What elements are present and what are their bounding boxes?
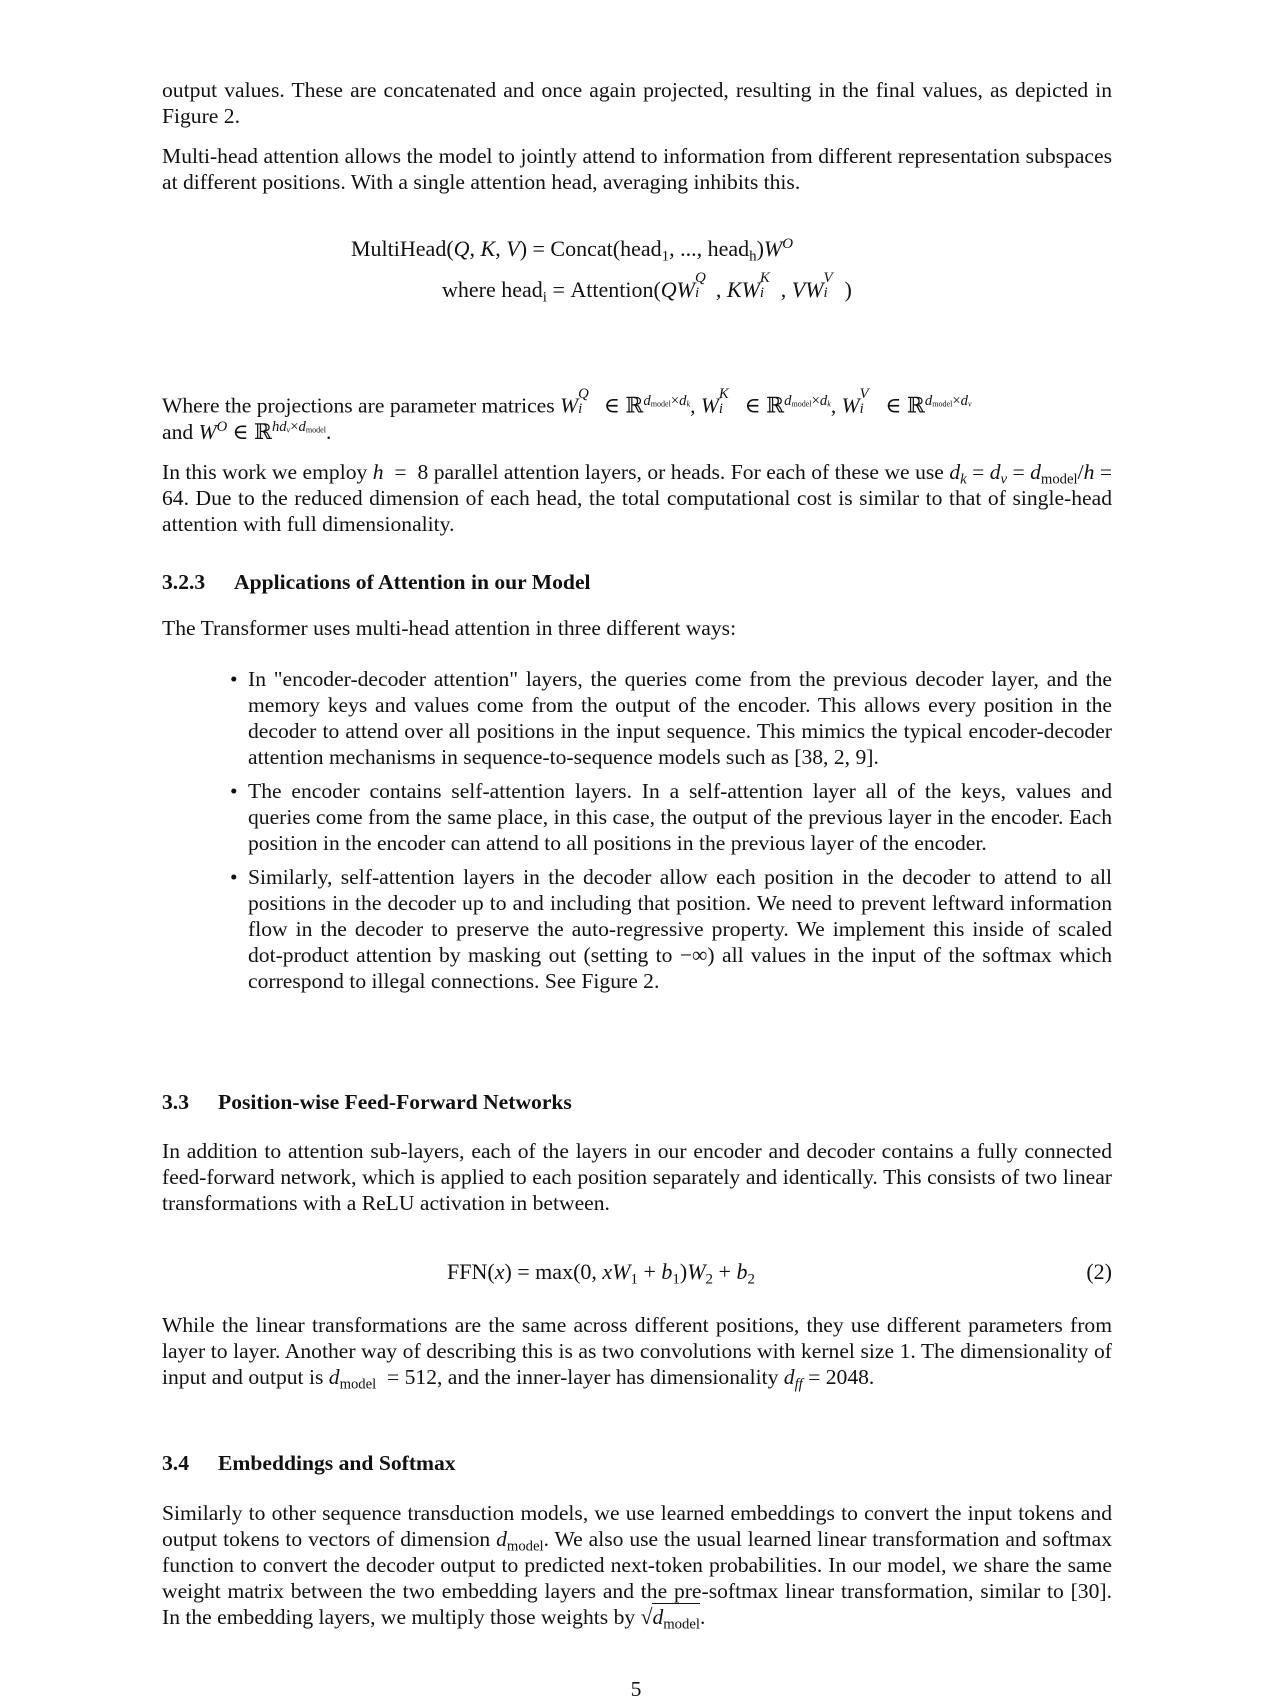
paragraph: and $W^O$ ∈ ℝ$^{hdv\times dmodel}$. bbox=[162, 418, 332, 444]
bullet-icon: • bbox=[230, 667, 238, 691]
paragraph: Similarly to other sequence transduction models, we use learned embeddings to convert the input tokens and output tokens to vectors of dimension $d_{model}$. We also use the usual learned linear transformation and softmax function to convert the decoder output to predicted next-token probabilities. In our model, we share the same weight matrix between the two embedding layers and the pre-softmax linear transformation, similar to [30]. In the embedding layers, we multiply those weights by $√d_{model}$. bbox=[162, 1501, 1112, 1633]
section-heading-3-3: 3.3 Position-wise Feed-Forward Networks bbox=[162, 1090, 572, 1114]
section-heading-3-2-3: 3.2.3 Applications of Attention in our Model bbox=[162, 570, 591, 594]
paragraph: The Transformer uses multi-head attention in three different ways: bbox=[162, 616, 737, 640]
bullet-icon: • bbox=[230, 779, 238, 803]
bullet-icon: • bbox=[230, 865, 238, 889]
paragraph: Multi-head attention allows the model to jointly attend to information from different representation subspaces at different positions. With a single attention head, averaging inhibits this. bbox=[162, 144, 1112, 194]
paragraph: While the linear transformations are the same across different positions, they use different parameters from layer to layer. Another way of describing this is as two convolutions with kernel size 1. The dimensionality of input and output is $d_{model} = 512$, and the inner-layer has dimensionality $d_{ff} = 2048$. bbox=[162, 1313, 1112, 1393]
list-item: • The encoder contains self-attention layers. In a self-attention layer all of the keys, values and queries come from the same place, in this case, the output of the previous layer in the encoder. Each position in the encoder can attend to all positions in the previous layer of the encoder. bbox=[230, 779, 1112, 855]
page-number: 5 bbox=[630, 1677, 642, 1701]
list-item: • In "encoder-decoder attention" layers, the queries come from the previous decoder layer, and the memory keys and values come from the output of the encoder. This allows every position in the decoder to attend over all positions in the input sequence. This mimics the typical encoder-decoder attention mechanisms in sequence-to-sequence models such as [38, 2, 9]. bbox=[230, 667, 1112, 769]
paragraph: In this work we employ h = 8 parallel attention layers, or heads. For each of these we use $d_k = d_v = d_{model}/h = 64$. Due to the reduced dimension of each head, the total computational cost is similar to that of single-head attention with full dimensionality. bbox=[162, 460, 1113, 536]
section-heading-3-4: 3.4 Embeddings and Softmax bbox=[162, 1451, 456, 1475]
paragraph: In addition to attention sub-layers, each of the layers in our encoder and decoder contains a fully connected feed-forward network, which is applied to each position separately and identically. This consists of two linear transformations with a ReLU activation in between. bbox=[162, 1139, 1112, 1215]
paragraph: output values. These are concatenated and once again projected, resulting in the final values, as depicted in Figure 2. bbox=[162, 78, 1112, 128]
paragraph: Where the projections are parameter matrices W Q i ∈ ℝ$^{dmodel\times dk}$, W K i ∈ ℝ$^{dmodel\times dk}$, W V i ∈ ℝ$^{dmodel\times dv}$ bbox=[162, 386, 972, 418]
equation-number: (2) bbox=[1086, 1259, 1112, 1284]
bullet-list bbox=[162, 666, 1112, 1002]
list-item: • Similarly, self-attention layers in the decoder allow each position in the decoder to attend to all positions in the decoder up to and including that position. We need to prevent leftward information flow in the decoder to preserve the auto-regressive property. We implement this inside of scaled dot-product attention by masking out (setting to −∞) all values in the input of the softmax which correspond to illegal connections. See Figure 2. bbox=[230, 865, 1112, 993]
